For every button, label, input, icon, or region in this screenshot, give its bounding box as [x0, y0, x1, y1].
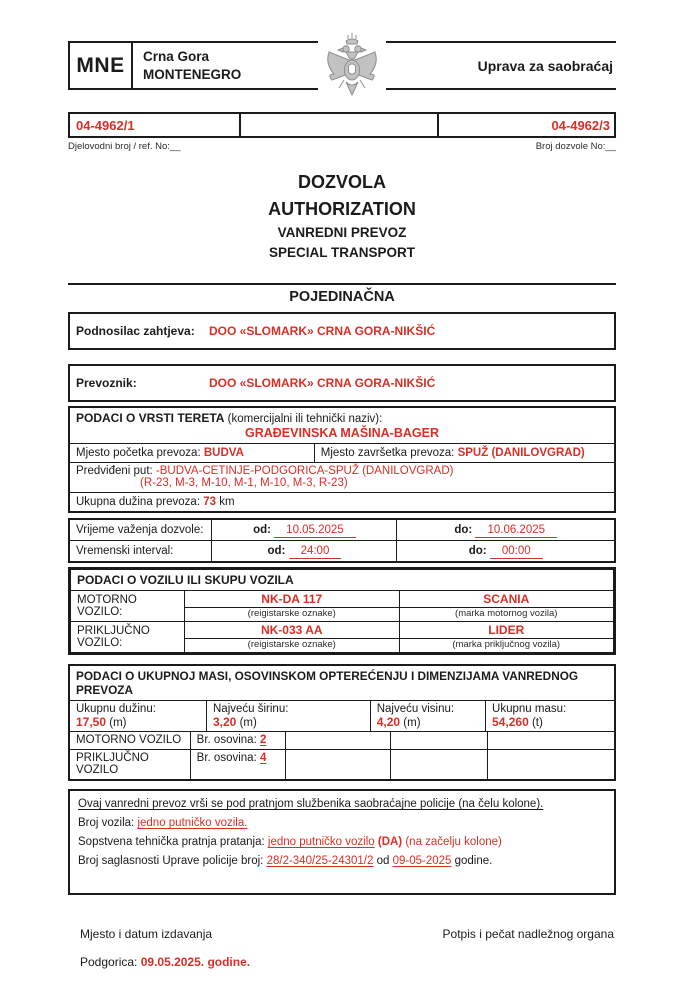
applicant-label: Podnosilac zahtjeva:	[76, 324, 195, 338]
to-label: do:	[454, 524, 473, 536]
distance-row	[70, 492, 614, 511]
max-width-cell	[206, 701, 370, 731]
time-interval-row	[70, 540, 614, 561]
trailer-axles-value: 4	[259, 752, 267, 764]
carrier-box	[68, 364, 616, 402]
route-end-label: Mjesto završetka prevoza:	[320, 447, 455, 459]
route-value: -BUDVA-CETINJE-PODGORICA-SPUŽ (DANILOVGRAD)	[155, 465, 454, 477]
motor-vehicle-make: SCANIA	[399, 591, 614, 608]
validity-section	[68, 518, 616, 563]
motor-plate-caption: (reigistarske oznake)	[185, 608, 399, 622]
trailer-vehicle-label: PRIKLJUČNO VOZILO:	[71, 622, 185, 653]
ref-number-cell	[70, 114, 239, 136]
trailer-axles-row	[70, 749, 614, 779]
interval-from-cell	[211, 541, 396, 561]
trailer-vehicle-make: LIDER	[399, 622, 614, 639]
motor-axles-value: 2	[259, 734, 267, 746]
country-name-en: MONTENEGRO	[143, 66, 242, 82]
empty-cell	[487, 732, 614, 749]
width-value: 3,20	[213, 715, 237, 729]
escort-vehicles-value: jedno putničko vozila.	[137, 816, 248, 829]
issue-line	[68, 955, 616, 969]
montenegro-coat-of-arms-icon	[318, 31, 386, 99]
escort-vehicles-label: Broj vozila:	[78, 816, 135, 829]
document-title-en: AUTHORIZATION	[268, 199, 416, 219]
reference-labels-row	[68, 141, 616, 152]
permit-type: POJEDINAČNA	[289, 289, 395, 305]
police-consent-suffix: godine.	[454, 854, 493, 867]
empty-cell	[487, 750, 614, 779]
height-unit: (m)	[403, 717, 421, 729]
document-header	[68, 41, 616, 90]
permit-number: 04-4962/3	[551, 117, 610, 133]
escort-condition-line: Ovaj vanredni prevoz vrši se pod pratnjom službenika saobraćajne policije (na čelu kolone).	[78, 798, 544, 810]
validity-period-row	[70, 520, 614, 540]
document-subtitle-en: SPECIAL TRANSPORT	[268, 245, 415, 260]
permit-number-label: Broj dozvole No:__	[535, 141, 616, 152]
trailer-plate-caption: (reigistarske oznake)	[185, 639, 399, 653]
country-name	[133, 43, 241, 88]
carrier-label: Prevoznik:	[76, 376, 137, 390]
document-title-me: DOZVOLA	[298, 172, 386, 192]
dimensions-row	[70, 700, 614, 731]
cargo-section-title: PODACI O VRSTI TERETA	[76, 411, 225, 425]
own-escort-value: jedno putničko vozilo	[267, 835, 375, 848]
validity-from-cell	[211, 520, 396, 540]
cargo-title-row	[70, 408, 614, 443]
own-escort-label: Sopstvena tehnička pratnja pratanja:	[78, 835, 265, 848]
validity-period-label: Vrijeme važenja dozvole:	[76, 524, 204, 536]
authorization-document	[68, 41, 616, 969]
route-roads: (R-23, M-3, M-10, M-1, M-10, M-3, R-23)	[140, 477, 348, 489]
motor-axles-cell	[190, 732, 286, 749]
mass-section-title-row	[70, 666, 614, 700]
validity-to-date: 10.06.2025	[475, 524, 557, 538]
cargo-section	[68, 406, 616, 513]
country-code: MNE	[70, 43, 133, 88]
permit-number-cell	[439, 114, 614, 136]
trailer-axles-cell	[190, 750, 286, 779]
route-end-value: SPUŽ (DANILOVGRAD)	[457, 447, 585, 459]
police-consent-number: 28/2-340/25-24301/2	[266, 854, 374, 867]
signature-stamp-label: Potpis i pečat nadležnog organa	[442, 926, 614, 941]
height-label: Najveću visinu:	[376, 703, 455, 715]
cargo-section-title-note: (komercijalni ili tehnički naziv):	[227, 413, 383, 425]
authority-name: Uprava za saobraćaj	[477, 57, 613, 74]
route-label: Predviđeni put:	[76, 465, 153, 477]
route-start-value: BUDVA	[203, 447, 244, 459]
motor-axles-row	[70, 731, 614, 749]
trailer-vehicle-plate: NK-033 AA	[185, 622, 399, 639]
motor-vehicle-plate: NK-DA 117	[185, 591, 399, 608]
own-escort-da: (DA)	[377, 835, 403, 848]
issue-place: Podgorica:	[80, 954, 138, 969]
empty-cell	[285, 732, 389, 749]
empty-cell	[390, 732, 487, 749]
police-consent-date: 09-05-2025	[392, 854, 452, 867]
applicant-box	[68, 312, 616, 350]
vehicles-section-title: PODACI O VOZILU ILI SKUPU VOZILA	[71, 570, 614, 591]
interval-label: Vremenski interval:	[76, 545, 174, 557]
trailer-row-label: PRIKLJUČNO VOZILO	[76, 752, 149, 776]
document-subtitle-me: VANREDNI PREVOZ	[277, 225, 407, 240]
motor-row-label: MOTORNO VOZILO	[76, 734, 182, 746]
length-value: 17,50	[76, 715, 107, 729]
motor-axles-label: Br. osovina:	[196, 734, 257, 746]
from-label: od:	[253, 524, 271, 536]
mass-label: Ukupnu masu:	[492, 703, 567, 715]
height-value: 4,20	[376, 715, 401, 729]
issue-date: 09.05.2025. godine.	[140, 954, 251, 969]
max-height-cell	[370, 701, 485, 731]
total-mass-cell	[485, 701, 614, 731]
distance-value: 73	[203, 496, 217, 508]
vehicles-section	[68, 567, 616, 655]
motor-make-caption: (marka motornog vozila)	[399, 608, 614, 622]
cargo-name: GRAĐEVINSKA MAŠINA-BAGER	[245, 426, 439, 440]
police-consent-label: Broj saglasnosti Uprave policije broj:	[78, 854, 264, 867]
length-label: Ukupnu dužinu:	[76, 703, 156, 715]
validity-from-date: 10.05.2025	[274, 524, 356, 538]
mass-section-title: PODACI O UKUPNOJ MASI, OSOVINSKOM OPTEREĆENJU I DIMENZIJAMA VANREDNOG PREVOZA	[76, 669, 579, 697]
interval-from-time: 24:00	[289, 545, 342, 559]
mass-dimensions-section	[68, 664, 616, 781]
carrier-value: DOO «SLOMARK» CRNA GORA-NIKŠIĆ	[209, 376, 436, 390]
interval-to-cell	[396, 541, 614, 561]
interval-to-time: 00:00	[490, 545, 543, 559]
ref-number-label: Djelovodni broj / ref. No:__	[68, 141, 181, 152]
from-label: od:	[267, 545, 286, 557]
distance-unit: km	[219, 496, 235, 508]
route-row	[70, 462, 614, 492]
footer-labels-row	[68, 927, 616, 941]
validity-to-cell	[396, 520, 614, 540]
section-divider	[68, 283, 616, 285]
total-length-cell	[70, 701, 206, 731]
distance-label: Ukupna dužina prevoza:	[76, 496, 201, 508]
issue-place-date-label: Mjesto i datum izdavanja	[80, 926, 213, 941]
motor-vehicle-label: MOTORNO VOZILO:	[71, 591, 185, 622]
trailer-make-caption: (marka priključnog vozila)	[399, 639, 614, 653]
empty-cell	[285, 750, 389, 779]
length-unit: (m)	[109, 717, 127, 729]
empty-cell	[390, 750, 487, 779]
country-box	[68, 43, 320, 88]
applicant-value: DOO «SLOMARK» CRNA GORA-NIKŠIĆ	[209, 324, 436, 338]
country-name-me: Crna Gora	[143, 49, 210, 64]
reference-number-row	[68, 112, 616, 138]
trailer-axles-label: Br. osovina:	[196, 752, 257, 764]
ref-empty-cell	[239, 114, 439, 136]
to-label: do:	[468, 545, 487, 557]
route-start-cell	[70, 444, 315, 462]
mass-value: 54,260	[492, 715, 529, 729]
police-consent-od: od	[376, 854, 390, 867]
route-start-label: Mjesto početka prevoza:	[76, 447, 201, 459]
escort-conditions-section	[68, 789, 616, 895]
mass-unit: (t)	[531, 717, 543, 729]
route-endpoints-row	[70, 443, 614, 462]
own-escort-note: (na začelju kolone)	[405, 835, 502, 848]
ref-number: 04-4962/1	[76, 117, 135, 133]
width-unit: (m)	[239, 717, 257, 729]
route-end-cell	[315, 444, 614, 462]
width-label: Najveću širinu:	[213, 703, 289, 715]
